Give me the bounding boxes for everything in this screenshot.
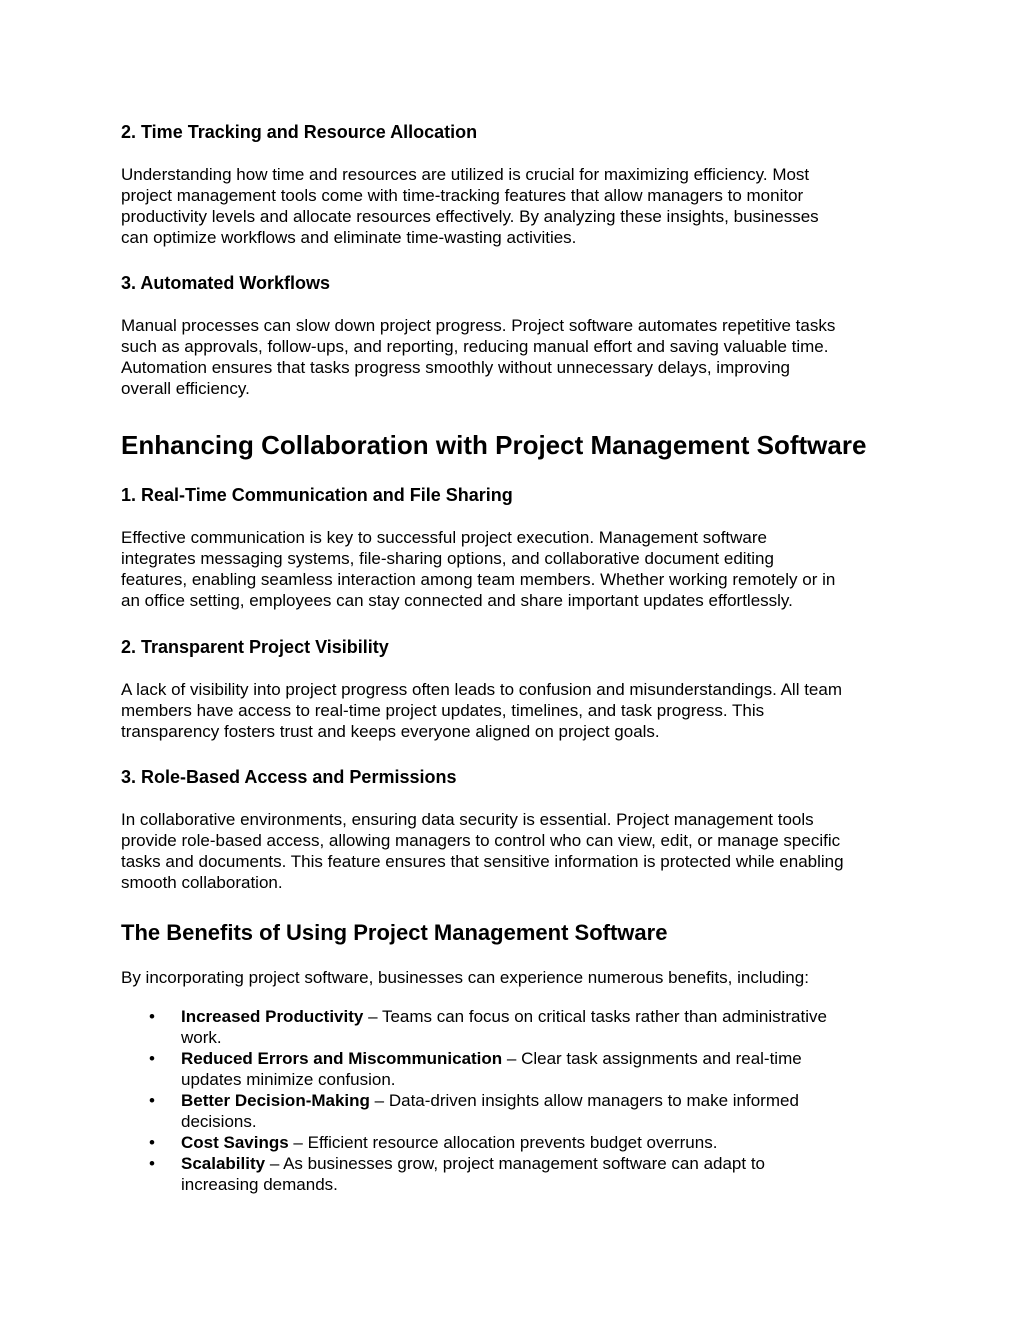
text-line: Automation ensures that tasks progress smoothly without unnecessary delays, improving: [121, 358, 790, 377]
benefit-term: Better Decision-Making: [181, 1091, 370, 1110]
benefit-description: – Teams can focus on critical tasks rather than administrative: [363, 1007, 827, 1026]
paragraph-transparent-visibility: [121, 679, 842, 742]
benefit-description: – As businesses grow, project management software can adapt to: [265, 1154, 766, 1173]
list-item: [121, 1153, 827, 1195]
section-heading-role-based-access: 3. Role-Based Access and Permissions: [121, 767, 457, 787]
benefit-term: Scalability: [181, 1154, 266, 1173]
benefit-description: – Data-driven insights allow managers to make informed: [369, 1091, 799, 1110]
text-line: transparency fosters trust and keeps everyone aligned on project goals.: [121, 722, 660, 741]
bullet-icon: •: [149, 1133, 155, 1152]
list-item: [121, 1006, 827, 1048]
benefit-description: – Clear task assignments and real-time: [502, 1049, 802, 1068]
text-line: overall efficiency.: [121, 379, 250, 398]
text-line: productivity levels and allocate resources effectively. By analyzing these insights, businesses: [121, 207, 819, 226]
benefits-list: [121, 1006, 827, 1195]
bullet-icon: •: [149, 1091, 155, 1110]
text-line: such as approvals, follow-ups, and reporting, reducing manual effort and saving valuable time.: [121, 337, 829, 356]
section-heading-transparent-visibility: 2. Transparent Project Visibility: [121, 637, 389, 657]
text-line: tasks and documents. This feature ensures that sensitive information is protected while enabling: [121, 852, 844, 871]
benefit-description-continued: increasing demands.: [181, 1175, 338, 1194]
text-line: project management tools come with time-tracking features that allow managers to monitor: [121, 186, 804, 205]
text-line: members have access to real-time project updates, timelines, and task progress. This: [121, 701, 765, 720]
text-line: smooth collaboration.: [121, 873, 283, 892]
benefit-description: – Efficient resource allocation prevents budget overruns.: [288, 1133, 718, 1152]
text-line: features, enabling seamless interaction among team members. Whether working remotely or in: [121, 570, 836, 589]
list-item: [121, 1132, 827, 1153]
benefit-term: Reduced Errors and Miscommunication: [181, 1049, 503, 1068]
main-heading-collaboration: Enhancing Collaboration with Project Management Software: [121, 430, 867, 460]
benefit-description-continued: work.: [181, 1028, 222, 1047]
section-heading-time-tracking: 2. Time Tracking and Resource Allocation: [121, 122, 478, 142]
text-line: Effective communication is key to successful project execution. Management software: [121, 528, 767, 547]
text-line: Understanding how time and resources are utilized is crucial for maximizing efficiency. Most: [121, 165, 810, 184]
benefit-description-continued: decisions.: [181, 1112, 257, 1131]
text-line: A lack of visibility into project progress often leads to confusion and misunderstandings. All team: [121, 680, 842, 699]
section-heading-automated-workflows: 3. Automated Workflows: [121, 273, 331, 293]
text-line: an office setting, employees can stay connected and share important updates effortlessly.: [121, 591, 793, 610]
benefit-term: Cost Savings: [181, 1133, 289, 1152]
paragraph-benefits-intro: [121, 967, 809, 988]
text-line: Manual processes can slow down project progress. Project software automates repetitive tasks: [121, 316, 836, 335]
bullet-icon: •: [149, 1154, 155, 1173]
benefit-term: Increased Productivity: [181, 1007, 364, 1026]
paragraph-time-tracking: [121, 164, 819, 248]
section-heading-benefits: The Benefits of Using Project Management Software: [121, 920, 668, 945]
paragraph-real-time-communication: [121, 527, 835, 611]
bullet-icon: •: [149, 1007, 155, 1026]
text-line: integrates messaging systems, file-sharing options, and collaborative document editing: [121, 549, 774, 568]
text-line: can optimize workflows and eliminate time-wasting activities.: [121, 228, 577, 247]
text-line: provide role-based access, allowing managers to control who can view, edit, or manage specific: [121, 831, 841, 850]
list-item: [121, 1090, 827, 1132]
paragraph-automated-workflows: [121, 315, 835, 399]
text-line: By incorporating project software, businesses can experience numerous benefits, including:: [121, 968, 809, 987]
section-heading-real-time-communication: 1. Real-Time Communication and File Sharing: [121, 485, 513, 505]
text-line: In collaborative environments, ensuring data security is essential. Project management tools: [121, 810, 814, 829]
paragraph-role-based-access: [121, 809, 844, 893]
bullet-icon: •: [149, 1049, 155, 1068]
benefit-description-continued: updates minimize confusion.: [181, 1070, 396, 1089]
list-item: [121, 1048, 827, 1090]
